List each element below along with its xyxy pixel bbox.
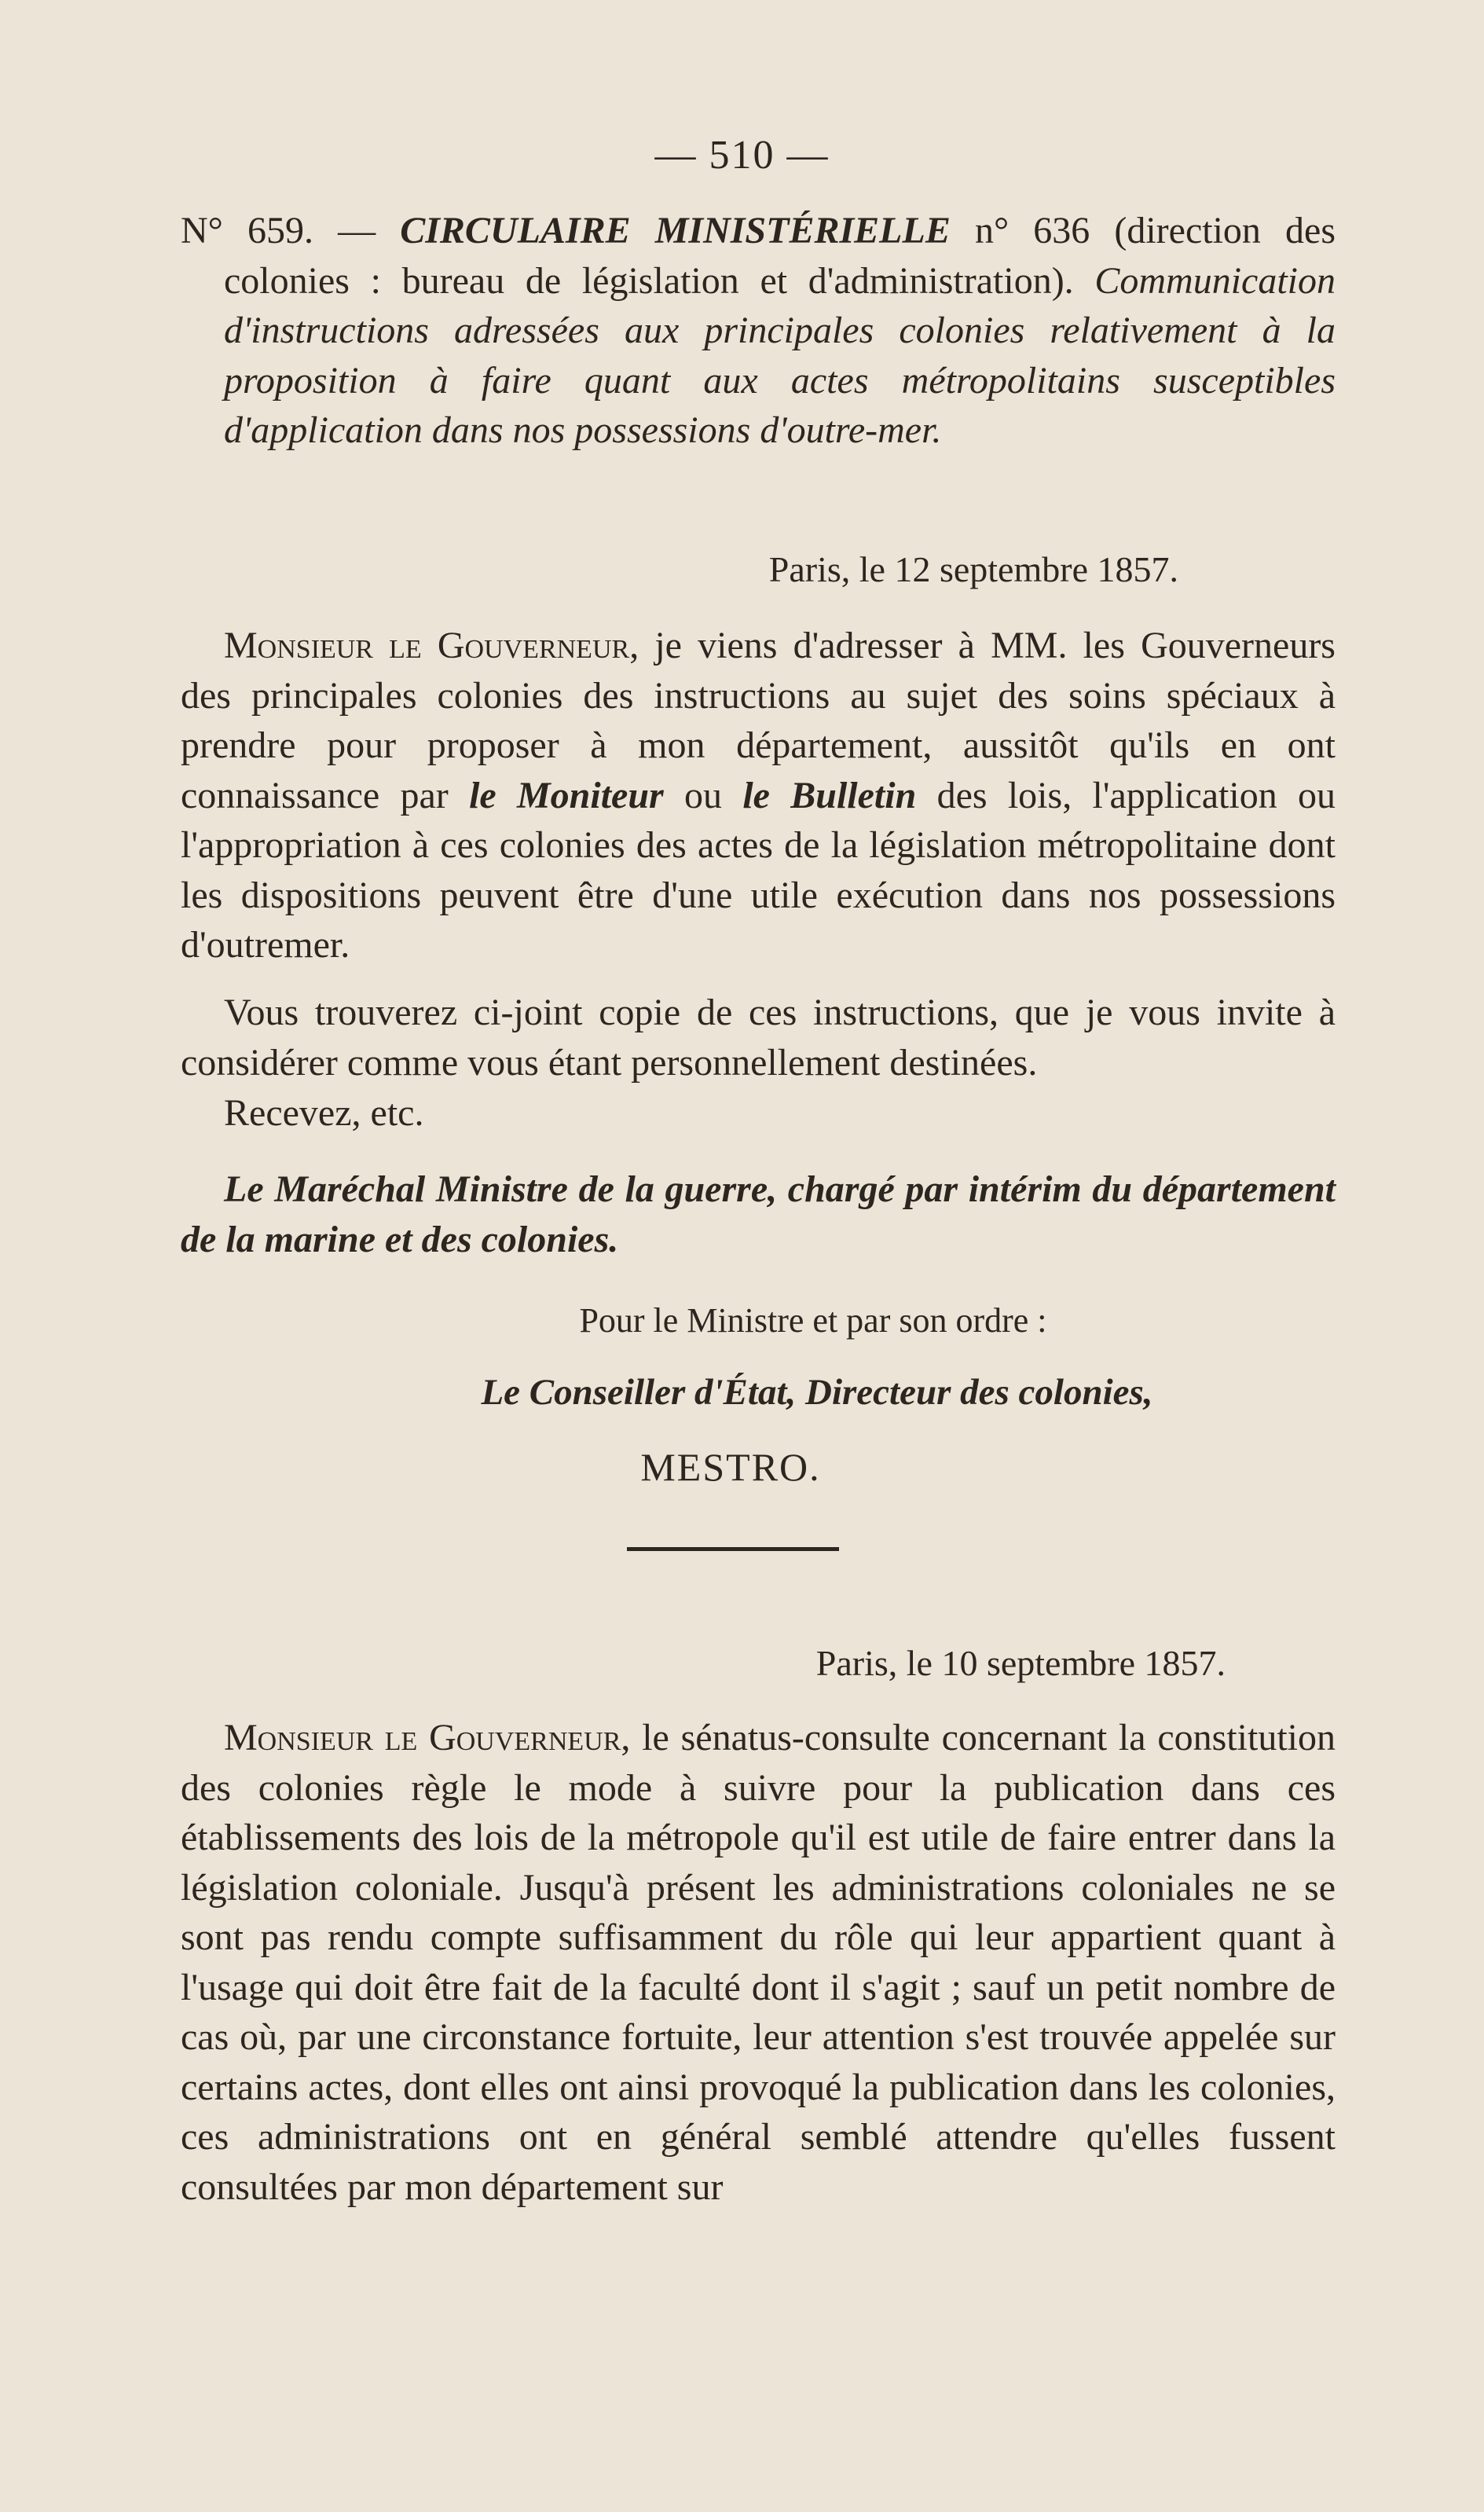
letter2-paragraph-1 [181,1713,1336,2212]
for-minister-line: Pour le Ministre et par son ordre : [579,1301,1047,1340]
signer-title: Le Conseiller d'État, Directeur des colonies, [481,1372,1153,1413]
letter2-date: Paris, le 10 septembre 1857. [815,1643,1226,1683]
letter1-paragraph-1 [181,621,1336,970]
circular-reference: n° 636 (direction des colonies : bureau de législation et d'administration). [224,210,1336,302]
bulletin-ref: le Bulletin [742,774,917,816]
separator-rule [627,1547,839,1551]
letter1-date: Paris, le 12 septembre 1857. [768,549,1178,589]
letter1-paragraph-3: Recevez, etc. [224,1092,424,1134]
header-dash: — [313,210,401,251]
minister-signature: Le Maréchal Ministre de la guerre, chargé par intérim du département de la marine et des colonies. [181,1168,1336,1260]
letter1-salutation: Monsieur le Gouverneur [224,625,630,666]
circular-header [181,206,1336,456]
letter1-text-b: des lois, l'application ou l'appropriation à ces colonies des actes de la législation métropolitaine dont les dispositions peuvent être d'une utile exécution dans nos possessions d'outremer. [181,774,1336,966]
circular-number: N° 659. [181,210,313,251]
signer-name: MESTRO. [640,1445,821,1489]
letter1-or: ou [663,774,743,816]
moniteur-ref: le Moniteur [469,774,664,816]
letter1-paragraph-2: Vous trouverez ci-joint copie de ces instructions, que je vous invite à considérer comme vous étant personnellement destinées. [181,992,1336,1084]
circular-summary: Communication d'instructions adressées aux principales colonies relativement à la proposition à faire quant aux actes métropolitains susceptibles d'application dans nos possessions d'outre-mer. [224,259,1336,451]
circular-title: CIRCULAIRE MINISTÉRIELLE [400,210,951,251]
letter1-text-a: , je viens d'adresser à MM. les Gouverneurs des principales colonies des instructions au sujet des soins spéciaux à prendre pour proposer à mon département, aussitôt qu'ils en ont connaissance par [181,625,1336,816]
letter2-salutation: Monsieur le Gouverneur [224,1717,621,1758]
letter2-text: , le sénatus-consulte concernant la constitution des colonies règle le mode à suivre pour la publication dans ces établissements des lois de la métropole qu'il est utile de faire entrer dans la législation coloniale. Jusqu'à présent les administrations coloniales ne se sont pas rendu compte suffisamment du rôle qui leur appartient quant à l'usage qui doit être fait de la faculté dont il s'agit ; sauf un petit nombre de cas où, par une circonstance fortuite, leur attention s'est trouvée appelée sur certains actes, dont elles ont ainsi provoqué la publication dans les colonies, ces administrations ont en général semblé attendre qu'elles fussent consultées par mon département sur [181,1717,1336,2208]
page-number: — 510 — [654,133,830,178]
